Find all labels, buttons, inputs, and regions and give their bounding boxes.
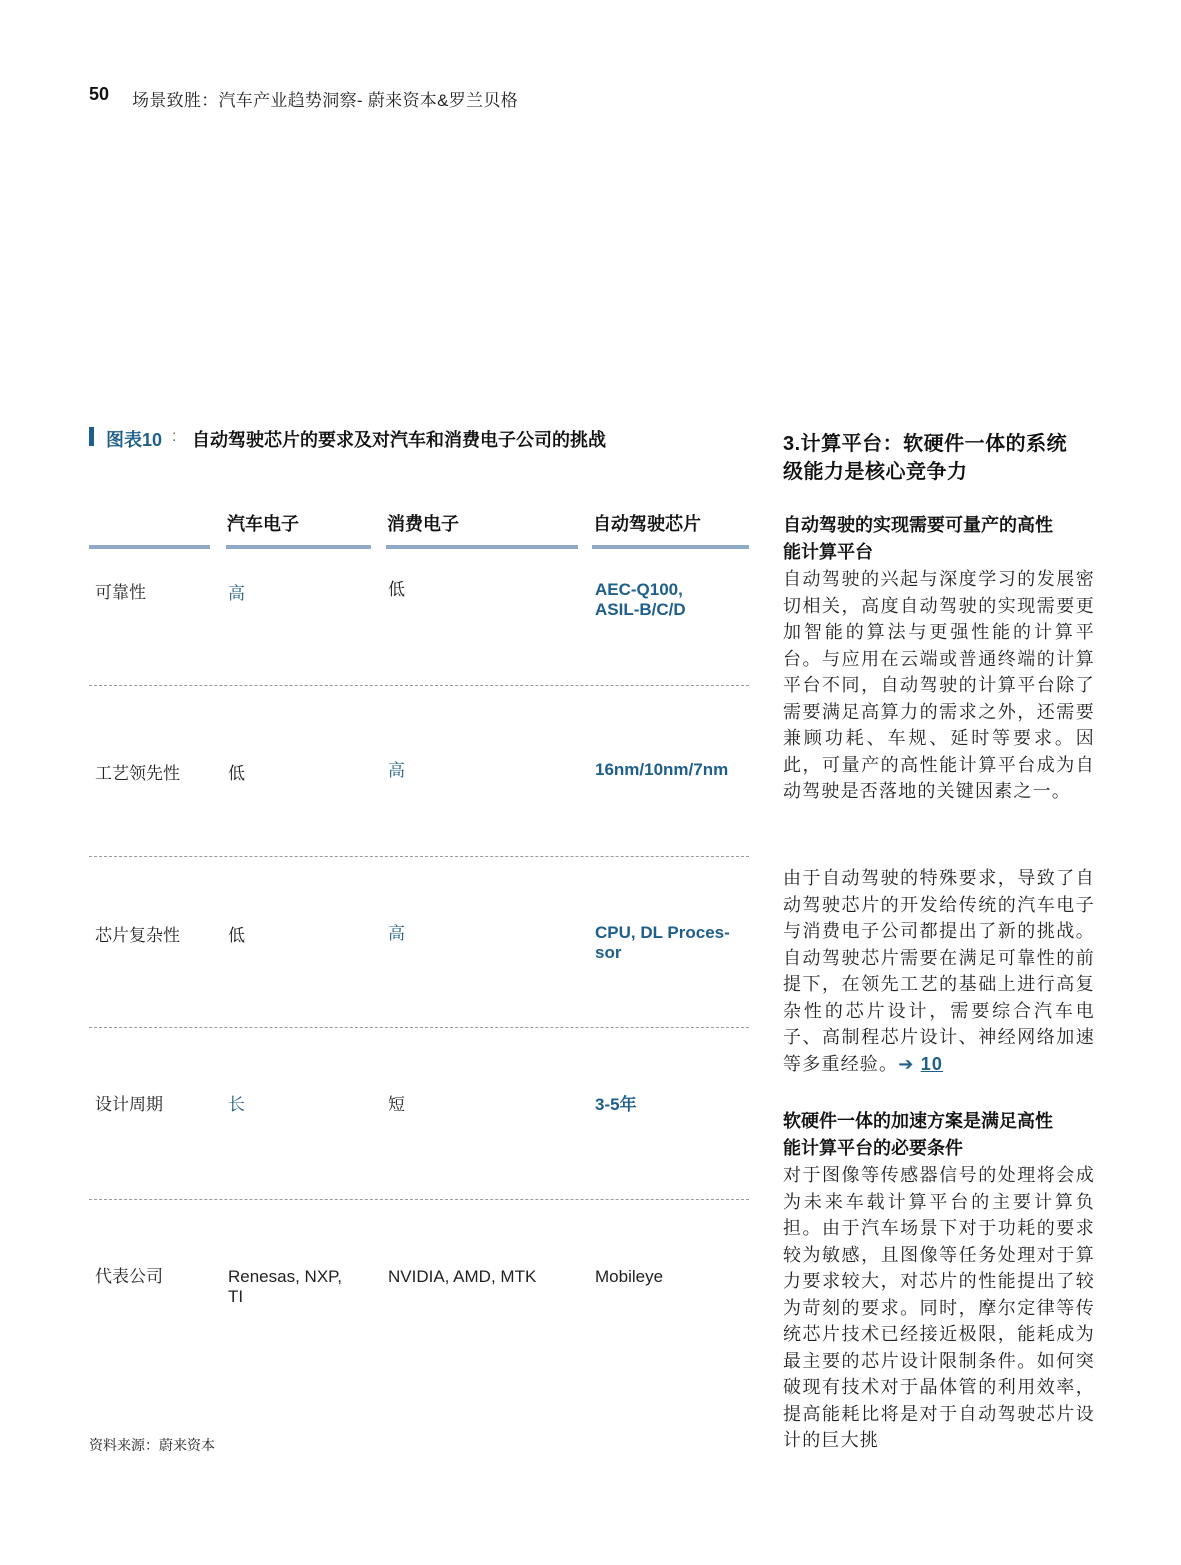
figure-separator: : [172, 428, 177, 445]
cell-companies-chip: Mobileye [595, 1267, 664, 1286]
column-rule-chip [592, 545, 749, 549]
page-number: 50 [89, 84, 110, 104]
column-header-consumer-electronics: 消费电子 [387, 514, 459, 534]
figure-label: 图表10 [106, 430, 163, 450]
figure-reference-link[interactable]: 10 [920, 1053, 944, 1074]
cell-companies-auto [228, 1267, 342, 1307]
running-title: 场景致胜：汽车产业趋势洞察- 蔚来资本&罗兰贝格 [132, 91, 518, 110]
cell-process-chip: 16nm/10nm/7nm [595, 760, 729, 779]
row-label-reliability: 可靠性 [95, 583, 146, 602]
cell-reliability-consumer: 低 [388, 580, 405, 599]
subheading-computing-platform [783, 512, 1095, 566]
cell-companies-auto-line2: TI [228, 1287, 244, 1306]
subheading-1-line2: 能计算平台 [783, 542, 873, 562]
cell-complexity-auto: 低 [228, 926, 245, 945]
figure-accent-bar [89, 427, 94, 446]
cell-cycle-auto: 长 [228, 1095, 245, 1114]
subheading-hw-sw-acceleration [783, 1108, 1095, 1162]
row-label-representative-companies: 代表公司 [95, 1267, 163, 1286]
cell-complexity-consumer: 高 [388, 924, 405, 943]
cell-cycle-consumer: 短 [388, 1095, 405, 1114]
column-header-ad-chip: 自动驾驶芯片 [593, 514, 701, 534]
subheading-1-line1: 自动驾驶的实现需要可量产的高性 [783, 515, 1053, 535]
column-rule-consumer [386, 545, 578, 549]
subheading-2-line2: 能计算平台的必要条件 [783, 1138, 963, 1158]
paragraph-1: 自动驾驶的兴起与深度学习的发展密切相关，高度自动驾驶的实现需要更加智能的算法与更强性能的计算平台。与应用在云端或普通终端的计算平台不同，自动驾驶的计算平台除了需要满足高算力的需求之外，还需要兼顾功耗、车规、延时等要求。因此，可量产的高性能计算平台成为自动驾驶是否落地的关键因素之一。 [783, 569, 1095, 801]
cell-reliability-chip-line2: ASIL-B/C/D [595, 600, 686, 619]
section-title-line2: 级能力是核心竞争力 [783, 461, 968, 483]
cell-reliability-chip-line1: AEC-Q100, [595, 580, 683, 599]
cell-companies-auto-line1: Renesas, NXP, [228, 1267, 343, 1286]
cell-cycle-chip: 3-5年 [595, 1095, 637, 1114]
cell-companies-consumer: NVIDIA, AMD, MTK [388, 1267, 537, 1286]
paragraph-2-text: 由于自动驾驶的特殊要求，导致了自动驾驶芯片的开发给传统的汽车电子与消费电子公司都提出了新的挑战。自动驾驶芯片需要在满足可靠性的前提下，在领先工艺的基础上进行高复杂性的芯片设计，需要综合汽车电子、高制程芯片设计、神经网络加速等多重经验。 [783, 868, 1095, 1074]
row-label-design-cycle: 设计周期 [95, 1095, 163, 1114]
row-divider [89, 1199, 749, 1200]
cell-process-auto: 低 [228, 764, 245, 783]
subheading-2-line1: 软硬件一体的加速方案是满足高性 [783, 1111, 1053, 1131]
section-title-line1: 3.计算平台：软硬件一体的系统 [783, 433, 1068, 455]
cell-reliability-chip [595, 580, 686, 620]
cell-complexity-chip-line1: CPU, DL Proces- [595, 923, 730, 942]
column-rule-label [89, 545, 210, 549]
figure-title: 自动驾驶芯片的要求及对汽车和消费电子公司的挑战 [192, 430, 606, 450]
paragraph-3: 对于图像等传感器信号的处理将会成为未来车载计算平台的主要计算负担。由于汽车场景下对于功耗的要求较为敏感，且图像等任务处理对于算力要求较大，对芯片的性能提出了较为苛刻的要求。同时，摩尔定律等传统芯片技术已经接近极限，能耗成为最主要的芯片设计限制条件。如何突破现有技术对于晶体管的利用效率，提高能耗比将是对于自动驾驶芯片设计的巨大挑 [783, 1165, 1095, 1450]
cell-reliability-auto: 高 [228, 584, 245, 603]
column-header-auto-electronics: 汽车电子 [227, 514, 299, 534]
row-label-process-lead: 工艺领先性 [95, 764, 180, 783]
row-divider [89, 856, 749, 857]
cell-complexity-chip-line2: sor [595, 943, 622, 962]
row-divider [89, 685, 749, 686]
figure-source: 资料来源：蔚来资本 [89, 1437, 215, 1453]
row-label-chip-complexity: 芯片复杂性 [95, 926, 180, 945]
column-rule-auto [226, 545, 371, 549]
paragraph-2 [783, 865, 1095, 1077]
cell-process-consumer: 高 [388, 761, 405, 780]
section-title [783, 430, 1095, 486]
row-divider [89, 1027, 749, 1028]
cell-complexity-chip [595, 923, 730, 963]
reference-arrow-icon: ➔ [898, 1053, 915, 1074]
